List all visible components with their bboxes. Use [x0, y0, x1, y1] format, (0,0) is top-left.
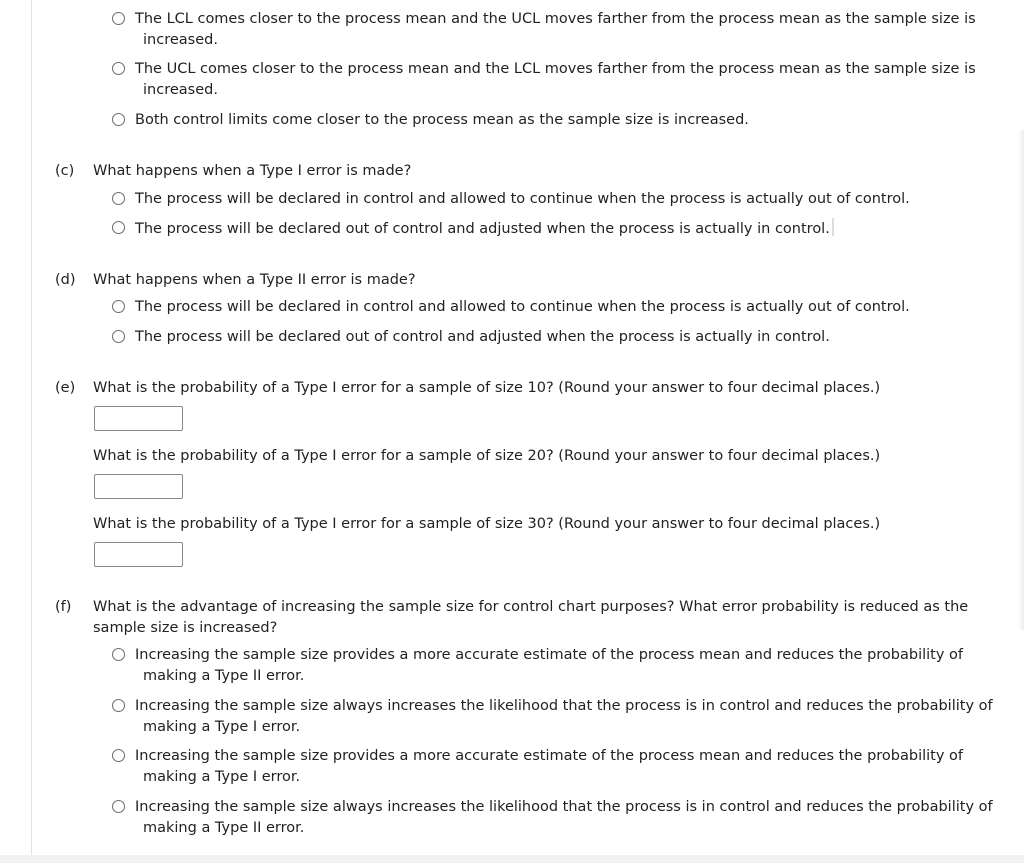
question-letter: (e): [55, 380, 76, 396]
part-b-option-3[interactable]: [112, 110, 1012, 131]
left-border: [31, 0, 32, 863]
option-label: The process will be declared out of control and adjusted when the process is actually in control.: [135, 329, 830, 345]
question-e-size-30: What is the probability of a Type I error for a sample of size 30? (Round your answer to four decimal places.): [93, 516, 881, 532]
question-c: [55, 161, 1010, 182]
radio-button[interactable]: [112, 221, 125, 234]
option-label: The process will be declared out of control and adjusted when the process is actually in control.: [135, 221, 830, 237]
question-f: [55, 597, 1010, 639]
question-letter: (c): [55, 163, 75, 179]
radio-button[interactable]: [112, 699, 125, 712]
radio-button[interactable]: [112, 12, 125, 25]
question-text: What is the advantage of increasing the sample size for control chart purposes? What error probability is reduced as the sample size is increased?: [93, 599, 969, 636]
text-cursor: [832, 218, 834, 236]
radio-button[interactable]: [112, 800, 125, 813]
option-label: Increasing the sample size provides a more accurate estimate of the process mean and reduces the probability of making a Type II error.: [135, 647, 964, 684]
option-label: The UCL comes closer to the process mean and the LCL moves farther from the process mean as the sample size is increased.: [135, 61, 976, 98]
question-text: What is the probability of a Type I error for a sample of size 10? (Round your answer to four decimal places.): [93, 380, 881, 396]
option-label: The process will be declared in control and allowed to continue when the process is actually out of control.: [135, 299, 910, 315]
question-e-size-20: What is the probability of a Type I error for a sample of size 20? (Round your answer to four decimal places.): [93, 448, 881, 464]
question-text: What happens when a Type II error is made?: [93, 272, 416, 288]
answer-input-size-10[interactable]: [94, 406, 183, 431]
answer-input-size-20[interactable]: [94, 474, 183, 499]
question-e: [55, 378, 1010, 399]
part-f-option-4[interactable]: [112, 797, 1012, 839]
radio-button[interactable]: [112, 648, 125, 661]
part-c-option-1[interactable]: [112, 189, 1012, 210]
part-b-option-1[interactable]: [112, 9, 1012, 51]
option-label: Increasing the sample size always increases the likelihood that the process is in control and reduces the probability of making a Type I error.: [135, 698, 993, 735]
radio-button[interactable]: [112, 192, 125, 205]
radio-button[interactable]: [112, 300, 125, 313]
option-label: The LCL comes closer to the process mean and the UCL moves farther from the process mean as the sample size is increased.: [135, 11, 976, 48]
question-text: What happens when a Type I error is made?: [93, 163, 412, 179]
radio-button[interactable]: [112, 330, 125, 343]
part-f-option-3[interactable]: [112, 746, 1012, 788]
radio-button[interactable]: [112, 62, 125, 75]
part-d-option-2[interactable]: [112, 327, 1012, 348]
part-d-option-1[interactable]: [112, 297, 1012, 318]
question-letter: (f): [55, 599, 72, 615]
part-b-option-2[interactable]: [112, 59, 1012, 101]
bottom-edge: [0, 855, 1024, 863]
part-f-option-1[interactable]: [112, 645, 1012, 687]
right-edge-shadow: [1018, 130, 1024, 630]
option-label: Both control limits come closer to the process mean as the sample size is increased.: [135, 112, 749, 128]
option-label: Increasing the sample size always increases the likelihood that the process is in control and reduces the probability of making a Type II error.: [135, 799, 993, 836]
question-d: [55, 270, 1010, 291]
radio-button[interactable]: [112, 749, 125, 762]
option-label: The process will be declared in control and allowed to continue when the process is actually out of control.: [135, 191, 910, 207]
radio-button[interactable]: [112, 113, 125, 126]
part-f-option-2[interactable]: [112, 696, 1012, 738]
question-letter: (d): [55, 272, 76, 288]
part-c-option-2[interactable]: [112, 218, 1012, 240]
option-label: Increasing the sample size provides a more accurate estimate of the process mean and reduces the probability of making a Type I error.: [135, 748, 964, 785]
answer-input-size-30[interactable]: [94, 542, 183, 567]
